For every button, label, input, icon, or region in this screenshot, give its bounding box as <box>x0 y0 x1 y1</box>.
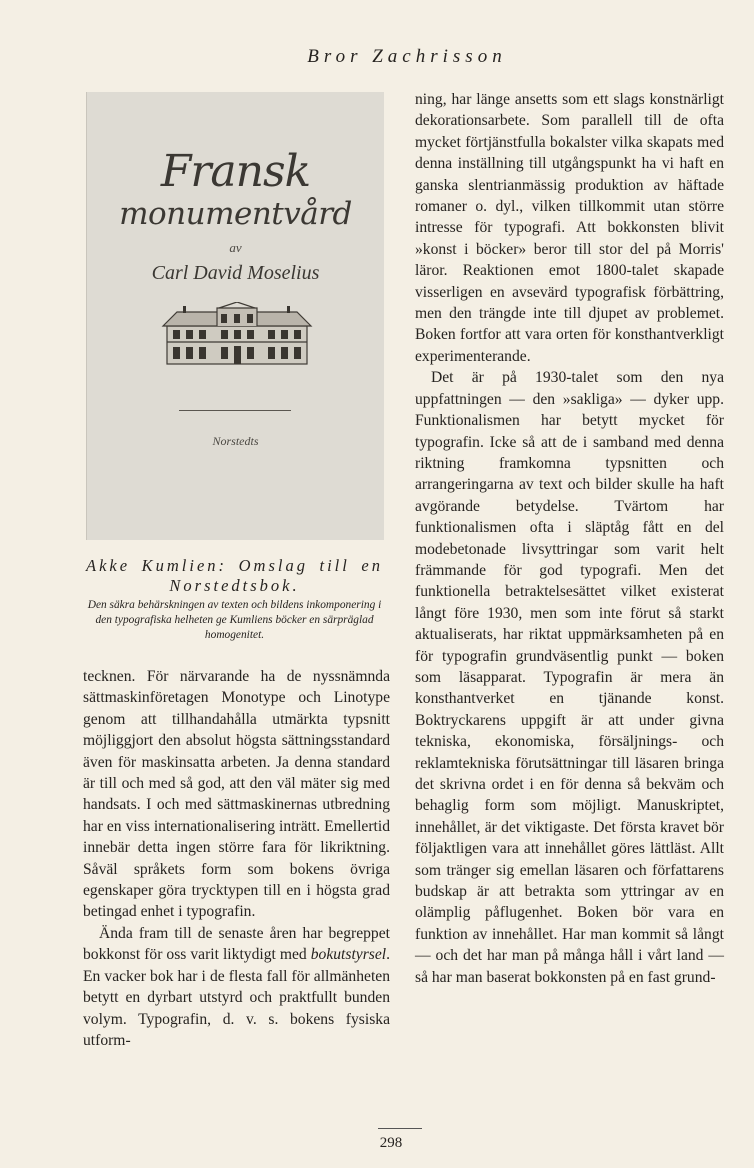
right-column <box>415 89 724 988</box>
page-number-rule <box>378 1128 422 1129</box>
paragraph: Det är på 1930-talet som den nya uppfattningen — den »sakliga» — dyker upp. Funktionalismen har betytt mycket för typografin. Icke så att de i samband med denna riktning framkomna typsnitten och arrangeringarna av text och bilder skulle ha haft avgörande betydelse. Tvärtom har funktionalismen ofta i släptåg fått en del modebetonade livsyttringar som varit helt främmande för god typografi. Men det funktionella betraktelsesättet vilket existerat långt före 1930, men som inte förut så starkt aktualiserats, har riktat uppmärksamheten på en för typografin grundväsentlig punkt — boken som läsapparat. Typografin är mera än konsthantverket en tjänande konst. Boktryckarens uppgift är att under givna tekniska, ekonomiska, försäljnings- och reklamtekniska förutsättningar till läsaren bringa det skrivna ordet i en för denna så bekväm och behaglig form som möjligt. Manuskriptet, innehållet, är det viktigaste. Det första kravet bör följaktligen vara att innehållet göres lättläst. Allt som tränger sig emellan läsaren och författarens budskap är att betrakta som yttringar av en olämplig påflugenhet. Boken bör vara en funktion av innehållet. Har man kommit så långt — och det har man på många håll i vårt land — så har man baserat bokkonsten på en fast grund- <box>415 369 724 986</box>
cover-title-line-1: Fransk <box>160 146 311 197</box>
page-number: 298 <box>379 1135 403 1151</box>
caption-body: Den säkra behärskningen av texten och bildens inkomponering i den typografiska helheten ge Kumliens böcker en särpräglad homogenitet. <box>87 599 382 641</box>
caption-heading <box>86 556 383 596</box>
cover-av: av <box>229 240 242 255</box>
chateau-engraving-icon <box>159 302 315 366</box>
cover-divider <box>179 410 291 411</box>
caption-heading-line-2: Norstedtsbok. <box>169 576 300 595</box>
caption-word: Akke <box>86 556 131 575</box>
paragraph: ning, har länge ansetts som ett slags konstnärligt dekorationsarbete. Som parallell till de ofta mycket förtjänstfulla bokalster vilka skapats med denna inställning till utgångspunkt ha vi haft en ganska slentrianmässig produktion av häftade romaner o. dyl., vilken tillkommit utan större intresse för typografi. Att bokkonsten blivit »konst i böcker» beror till stor del på Morris' läror. Reaktionen emot 1800-talet skapade visserligen en avsevärd typografisk förbättring, men den trängde inte till djupet av problemet. Boken fortfor att vara orten för konsthantverkligt experimenterande. <box>415 91 724 365</box>
cover-publisher: Norstedts <box>212 434 259 448</box>
caption-word: Omslag <box>238 556 308 575</box>
running-head: Bror Zachrisson <box>307 46 507 67</box>
paragraph: tecknen. För närvarande ha de nyssnämnda sättmaskinföretagen Monotype och Linotype genom att tillhandahålla utmärkta typsnitt möjliggjort den absolut högsta sättningsstandard även för maskinsatta arbeten. Ja denna standard är till och med så god, att den väl mäter sig med handsats. I och med sättmaskinernas utbredning har en viss internationalisering inträtt. Emellertid innebär detta ingen större fara för likriktning. Såväl språkets form som bokens övriga egenskaper göra trycktypen till en i högsta grad betingad enhet i typografin. <box>83 668 390 921</box>
left-column <box>83 666 390 1051</box>
caption-word: Kumlien: <box>141 556 228 575</box>
caption-word: till <box>319 556 350 575</box>
book-cover-illustration <box>86 92 384 540</box>
emphasis: bokutstyrsel <box>310 946 387 964</box>
cover-author: Carl David Moselius <box>151 262 320 284</box>
caption-word: en <box>361 556 383 575</box>
paragraph: Ända fram till de senaste åren har begreppet bokkonst för oss varit liktydigt med bokutstyrsel. En vacker bok har i de flesta fall för allmänheten betytt en dyrbart utstyrd och praktfullt bunden volym. Typografin, d. v. s. bokens fysiska utform- <box>83 924 390 1049</box>
cover-title-line-2: monumentvård <box>119 196 352 232</box>
